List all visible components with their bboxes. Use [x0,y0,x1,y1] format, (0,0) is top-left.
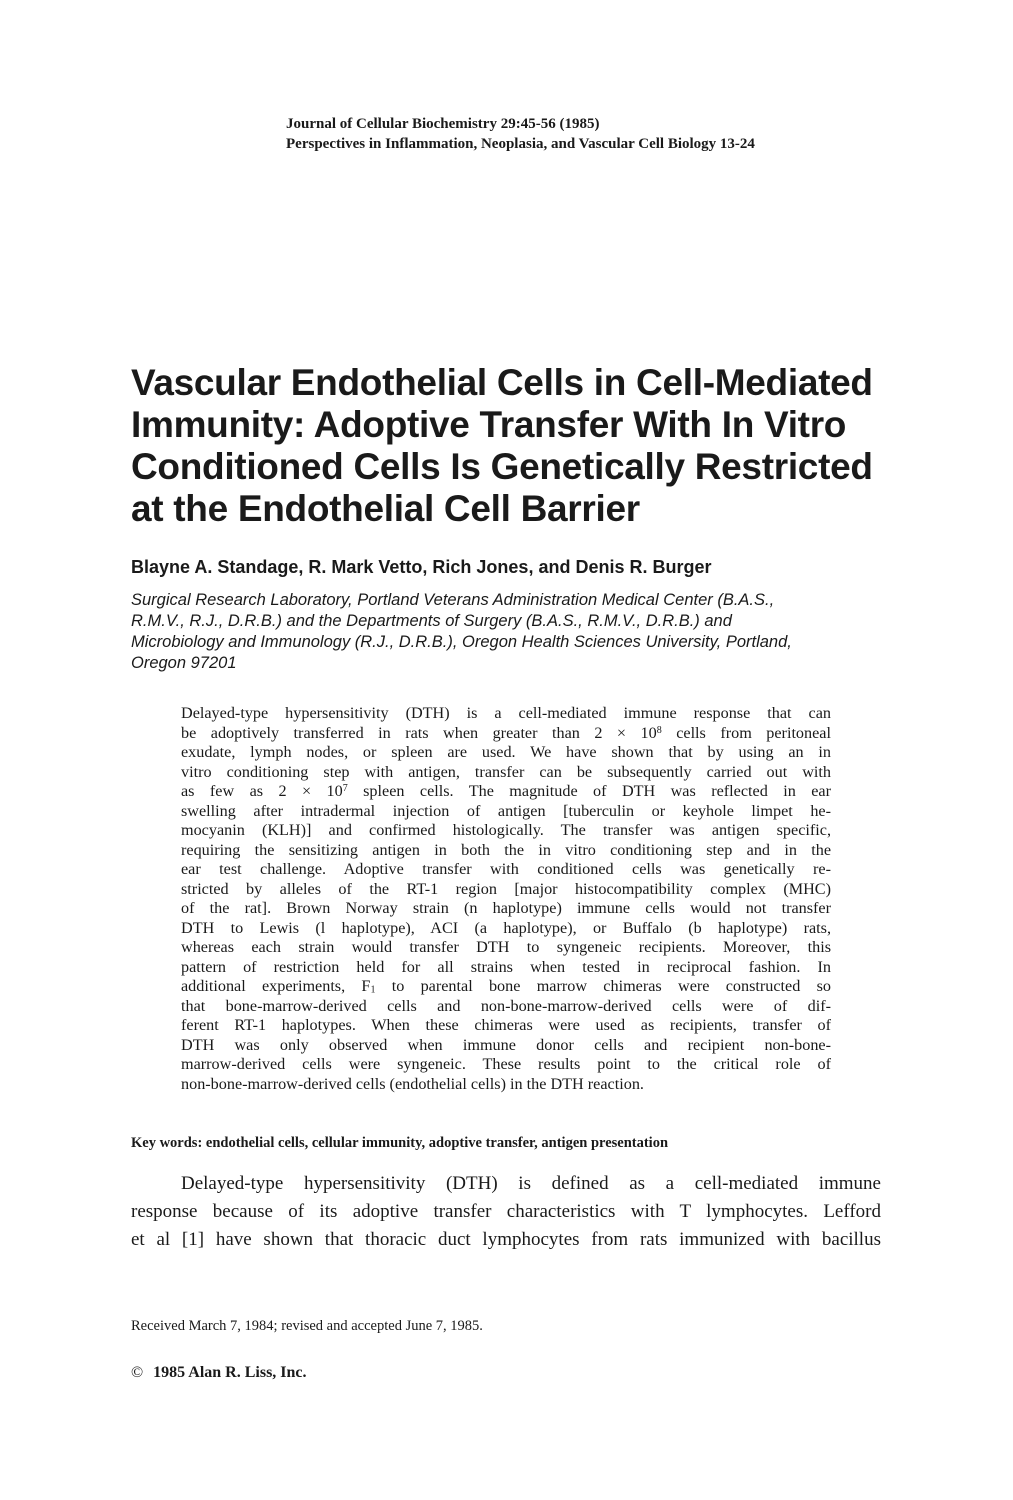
abstract-line: mocyanin (KLH)] and confirmed histologically. The transfer was antigen specific, [181,821,831,839]
journal-header [286,114,755,154]
abstract-line: ferent RT-1 haplotypes. When these chimeras were used as recipients, transfer of [181,1016,831,1034]
series-citation: Perspectives in Inflammation, Neoplasia, and Vascular Cell Biology 13-24 [286,136,755,152]
keywords: Key words: endothelial cells, cellular immunity, adoptive transfer, antigen presentation [131,1135,669,1151]
title-line: Vascular Endothelial Cells in Cell-Mediated [131,362,873,403]
abstract-line: marrow-derived cells were syngeneic. These results point to the critical role of [181,1055,831,1073]
abstract-line: of the rat]. Brown Norway strain (n haplotype) immune cells would not transfer [181,899,831,917]
journal-citation: Journal of Cellular Biochemistry 29:45-56 (1985) [286,116,600,132]
abstract [181,704,831,1094]
abstract-line: exudate, lymph nodes, or spleen are used. We have shown that by using an in [181,743,831,761]
abstract-line: vitro conditioning step with antigen, transfer can be subsequently carried out with [181,762,831,781]
title-line: Immunity: Adoptive Transfer With In Vitro [131,404,847,445]
intro-line: response because of its adoptive transfer characteristics with T lymphocytes. Lefford [131,1201,881,1222]
title-line: Conditioned Cells Is Genetically Restricted [131,446,873,487]
abstract-line: be adoptively transferred in rats when greater than $2 \times 10^8$ cells from peritoneal [181,723,831,742]
copyright-icon: © [131,1364,144,1381]
intro-line: et al [1] have shown that thoracic duct lymphocytes from rats immunized with bacillus [131,1229,881,1250]
abstract-line: swelling after intradermal injection of antigen [tuberculin or keyhole limpet he- [181,801,831,820]
abstract-line: Delayed-type hypersensitivity (DTH) is a cell-mediated immune response that can [181,704,831,722]
copyright-text: 1985 Alan R. Liss, Inc. [153,1364,307,1381]
intro-line: Delayed-type hypersensitivity (DTH) is defined as a cell-mediated immune [181,1173,881,1194]
abstract-line: as few as $2 \times 10^7$ spleen cells. The magnitude of DTH was reflected in ear [181,782,831,800]
author-list: Blayne A. Standage, R. Mark Vetto, Rich Jones, and Denis R. Burger [131,557,712,577]
abstract-line: DTH was only observed when immune donor cells and recipient non-bone- [181,1035,831,1054]
abstract-line: stricted by alleles of the RT-1 region [major histocompatibility complex (MHC) [181,879,831,898]
affiliation-line: Oregon 97201 [131,654,237,672]
abstract-line: non-bone-marrow-derived cells (endothelial cells) in the DTH reaction. [181,1074,644,1093]
abstract-line: additional experiments, $F_1$ to parental bone marrow chimeras were constructed so [181,977,831,996]
abstract-line: DTH to Lewis (l haplotype), ACI (a haplotype), or Buffalo (b haplotype) rats, [181,918,831,937]
abstract-line: pattern of restriction held for all strains when tested in reciprocal fashion. In [181,957,831,976]
abstract-line: that bone-marrow-derived cells and non-bone-marrow-derived cells were of dif- [181,996,831,1015]
abstract-line: ear test challenge. Adoptive transfer with conditioned cells was genetically re- [181,860,831,878]
received-note: Received March 7, 1984; revised and accepted June 7, 1985. [131,1318,483,1334]
abstract-line: whereas each strain would transfer DTH to syngeneic recipients. Moreover, this [181,938,831,956]
affiliation-line: R.M.V., R.J., D.R.B.) and the Departments of Surgery (B.A.S., R.M.V., D.R.B.) and [131,612,732,630]
article-title [131,362,911,530]
affiliation-line: Microbiology and Immunology (R.J., D.R.B.), Oregon Health Sciences University, Portland, [131,633,792,651]
affiliation [131,590,891,674]
affiliation-line: Surgical Research Laboratory, Portland Veterans Administration Medical Center (B.A.S., [131,591,775,609]
copyright-notice [131,1364,307,1382]
title-line: at the Endothelial Cell Barrier [131,488,640,529]
abstract-line: requiring the sensitizing antigen in both the in vitro conditioning step and in the [181,840,831,859]
intro-paragraph [131,1170,881,1254]
